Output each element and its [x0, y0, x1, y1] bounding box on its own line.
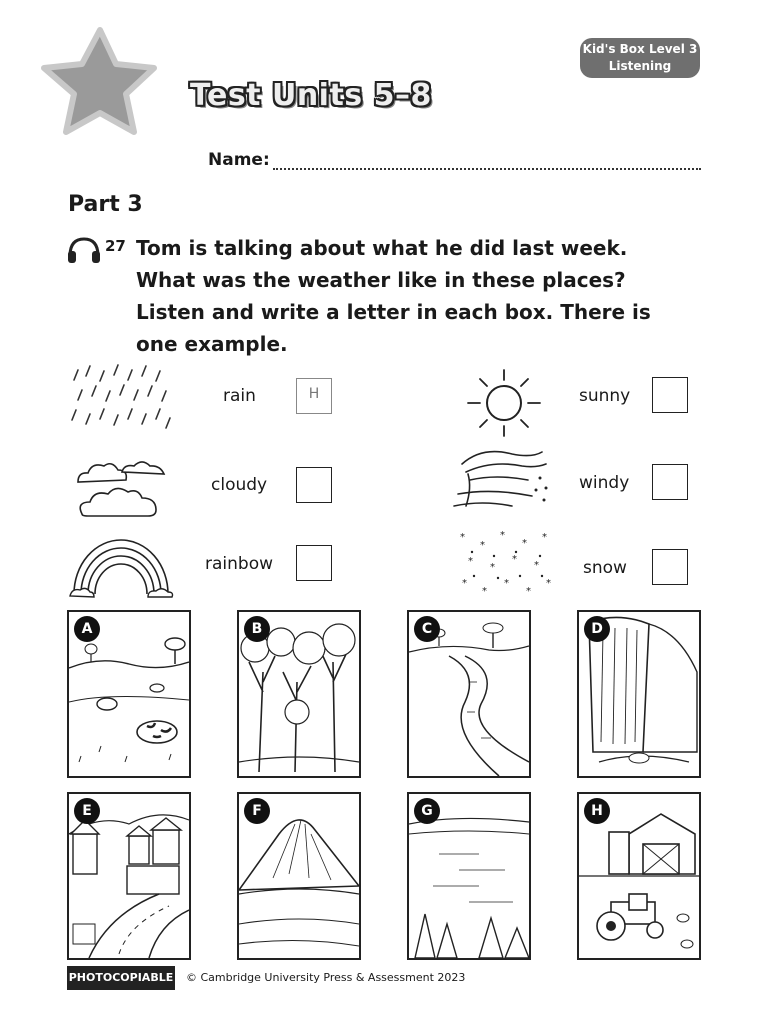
star-icon — [34, 24, 162, 142]
weather-label-rain: rain — [223, 386, 256, 406]
svg-text:*: * — [490, 562, 495, 573]
picture-label-g: G — [414, 798, 440, 824]
part-heading: Part 3 — [68, 192, 143, 217]
picture-label-c: C — [414, 616, 440, 642]
headphones-icon — [66, 236, 102, 264]
wind-icon — [452, 444, 552, 512]
badge-skill: Listening — [608, 59, 672, 73]
instruction-line: one example. — [136, 332, 288, 356]
svg-text:*: * — [512, 554, 517, 565]
svg-text:*: * — [462, 578, 467, 589]
track-number: 27 — [105, 237, 126, 255]
svg-text:*: * — [468, 556, 473, 567]
picture-label-b: B — [244, 616, 270, 642]
weather-label-windy: windy — [579, 473, 630, 493]
weather-label-rainbow: rainbow — [205, 554, 273, 574]
svg-text:*: * — [482, 586, 487, 597]
picture-label-e: E — [74, 798, 100, 824]
weather-label-snow: snow — [583, 558, 627, 578]
answer-box-rain: H — [296, 378, 332, 414]
copyright-text: © Cambridge University Press & Assessment 2023 — [186, 971, 466, 984]
instruction-line: Tom is talking about what he did last week. — [136, 236, 628, 260]
svg-text:*: * — [526, 586, 531, 597]
weather-label-sunny: sunny — [579, 386, 631, 406]
name-label: Name: — [208, 150, 270, 170]
svg-text:*: * — [534, 560, 539, 571]
svg-text:*: * — [480, 540, 485, 551]
svg-text:*: * — [460, 532, 465, 543]
photocopiable-tag: PHOTOCOPIABLE — [67, 966, 175, 990]
picture-label-f: F — [244, 798, 270, 824]
svg-text:*: * — [500, 530, 505, 541]
name-field[interactable] — [273, 168, 701, 170]
instructions — [136, 232, 696, 360]
picture-label-h: H — [584, 798, 610, 824]
page-title: Test Units 5–8 — [190, 78, 432, 113]
cloud-icon — [72, 456, 174, 520]
answer-box-cloudy[interactable] — [296, 467, 332, 503]
svg-text:*: * — [542, 532, 547, 543]
svg-text:*: * — [546, 578, 551, 589]
svg-text:*: * — [504, 578, 509, 589]
answer-box-rainbow[interactable] — [296, 545, 332, 581]
answer-box-sunny[interactable] — [652, 377, 688, 413]
weather-label-cloudy: cloudy — [211, 475, 268, 495]
answer-box-windy[interactable] — [652, 464, 688, 500]
instruction-line: What was the weather like in these places? — [136, 268, 626, 292]
picture-label-d: D — [584, 616, 610, 642]
sun-icon — [460, 368, 548, 438]
answer-box-snow[interactable] — [652, 549, 688, 585]
instruction-line: Listen and write a letter in each box. There is — [136, 300, 651, 324]
level-badge — [580, 38, 700, 78]
rainbow-icon — [68, 530, 174, 600]
rain-icon — [70, 362, 174, 434]
snow-icon — [456, 528, 554, 600]
badge-level: Kid's Box Level 3 — [582, 42, 698, 56]
svg-text:*: * — [522, 538, 527, 549]
picture-label-a: A — [74, 616, 100, 642]
